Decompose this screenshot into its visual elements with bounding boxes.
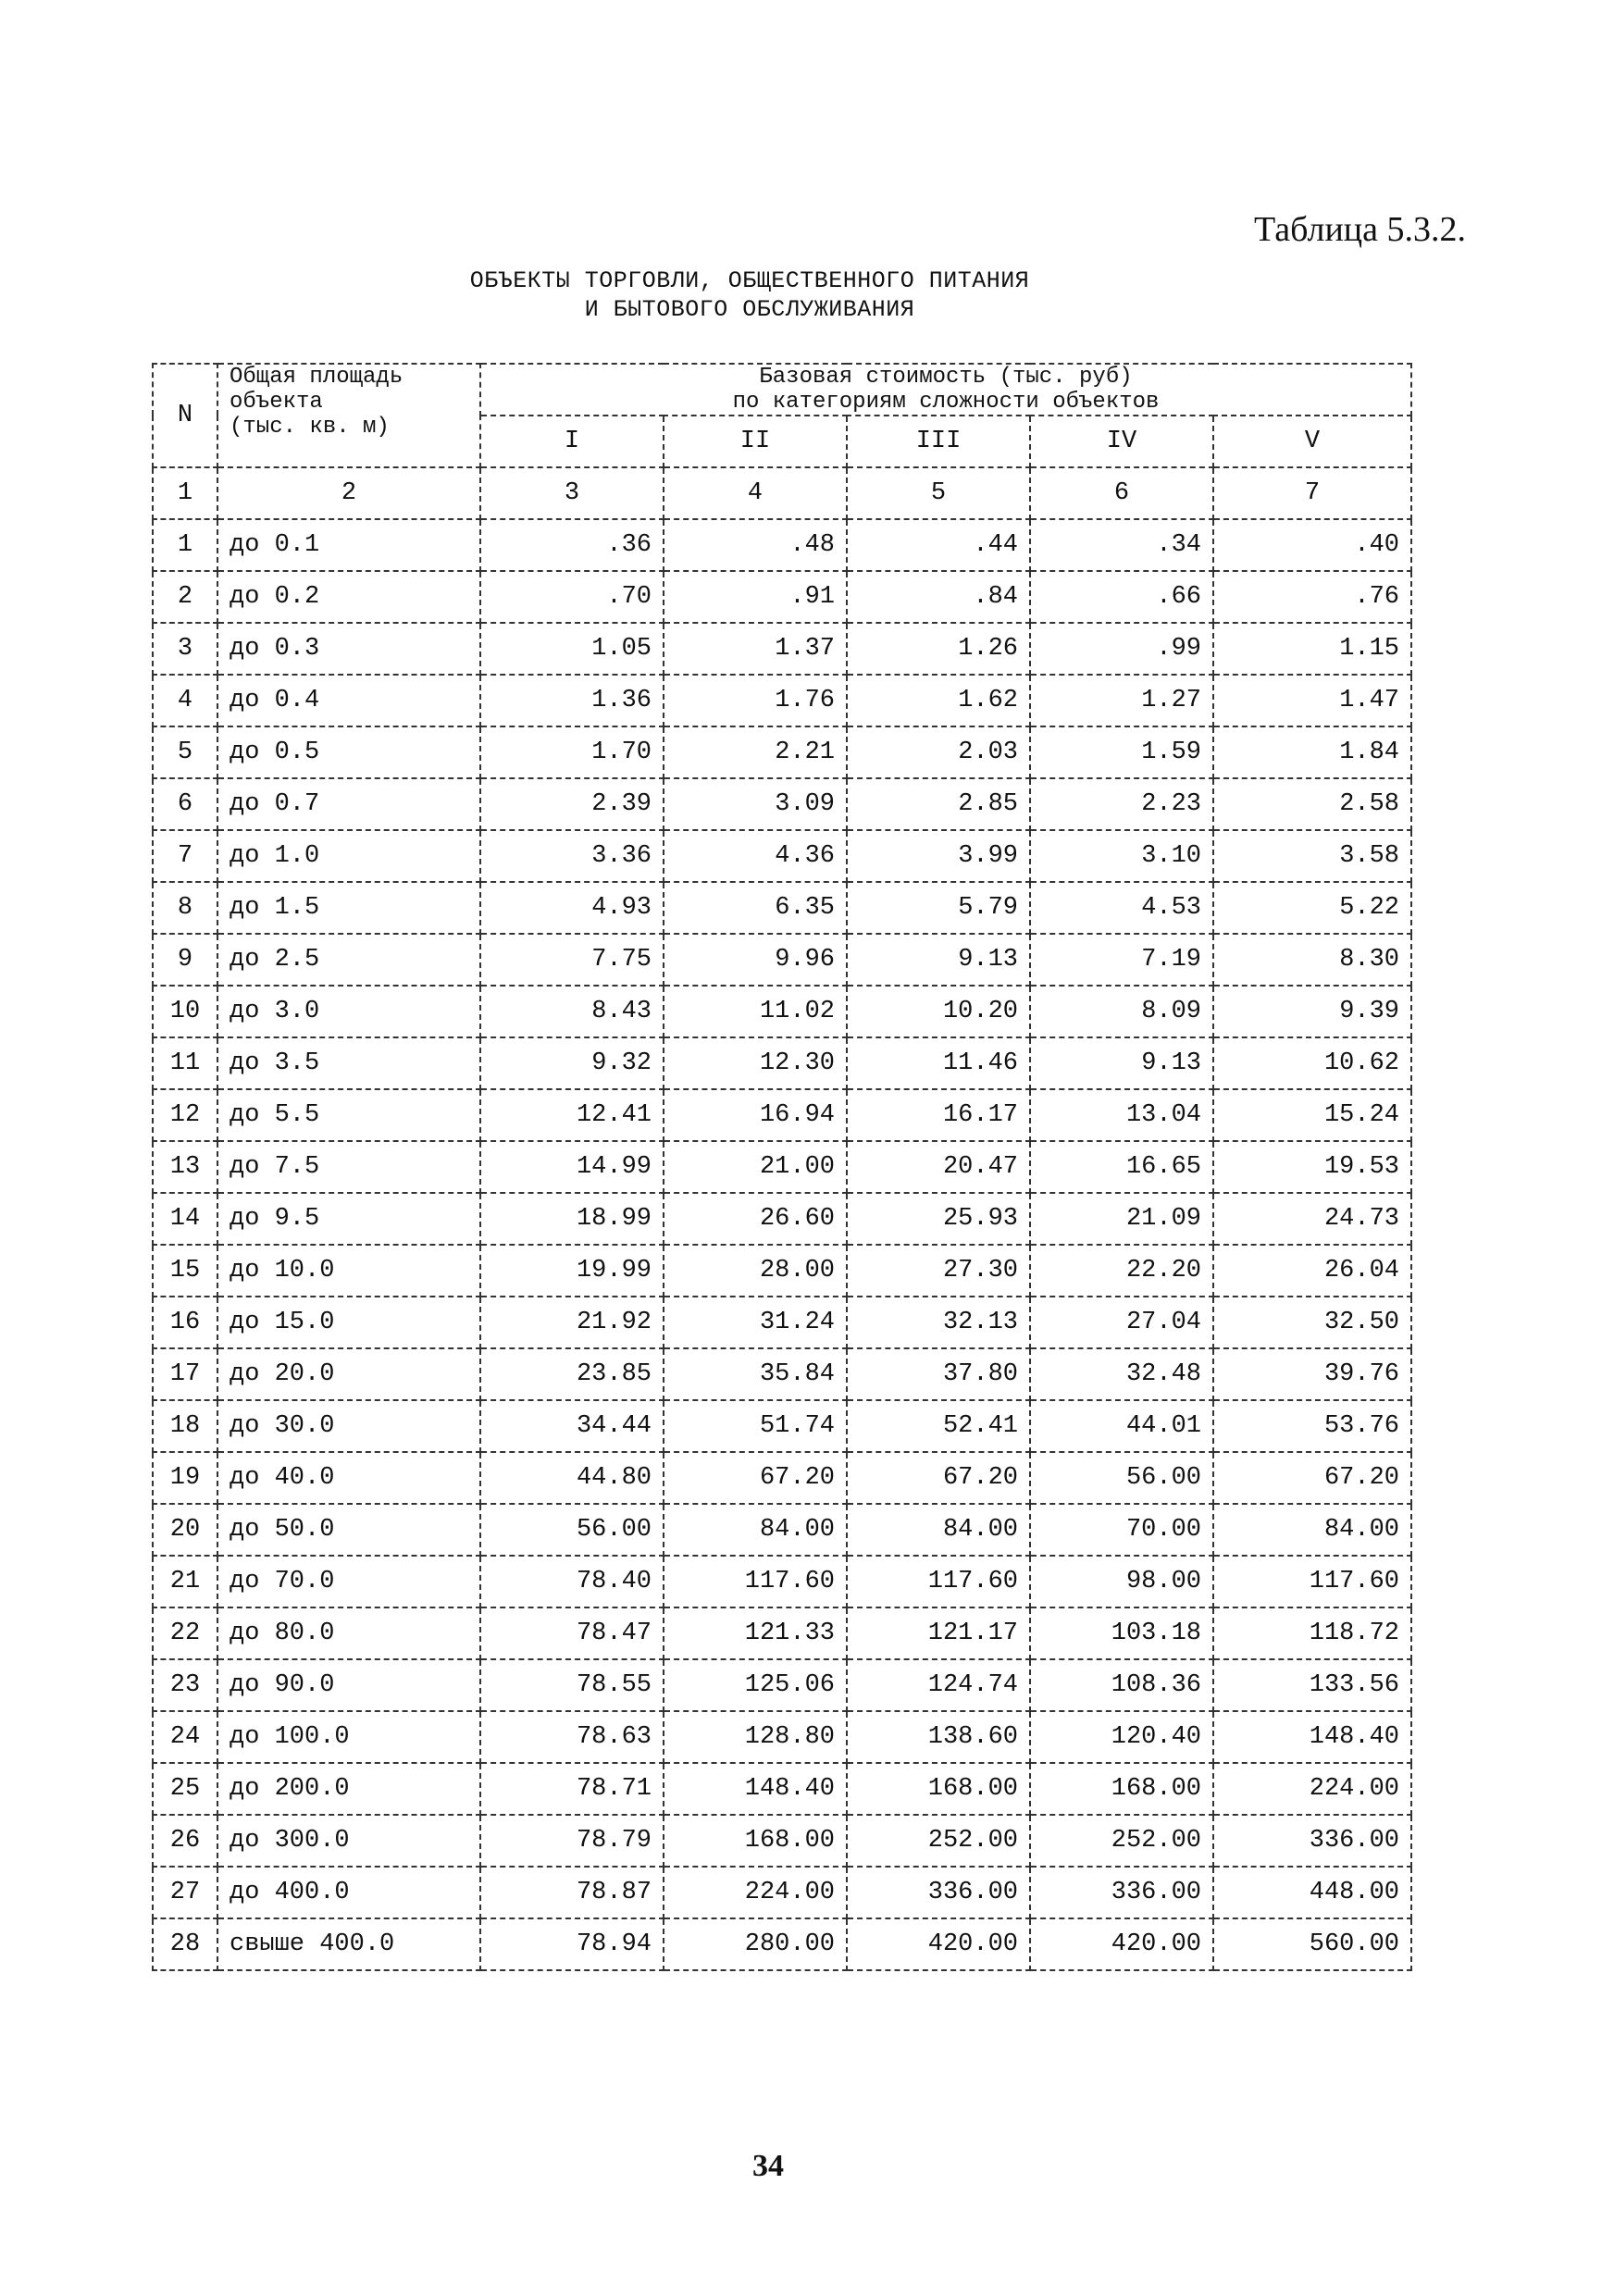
table-row bbox=[153, 519, 1411, 571]
cost-cell: 18.99 bbox=[480, 1193, 664, 1245]
cost-cell: 19.53 bbox=[1213, 1141, 1411, 1193]
column-number: 3 bbox=[480, 467, 664, 519]
row-area: до 400.0 bbox=[217, 1867, 480, 1918]
table-row bbox=[153, 1348, 1411, 1400]
row-number: 10 bbox=[153, 986, 217, 1037]
row-number: 20 bbox=[153, 1504, 217, 1556]
row-number: 19 bbox=[153, 1452, 217, 1504]
table-row bbox=[153, 1815, 1411, 1867]
cost-cell: 24.73 bbox=[1213, 1193, 1411, 1245]
cost-cell: .66 bbox=[1030, 571, 1213, 623]
table-row bbox=[153, 1659, 1411, 1711]
cost-cell: 37.80 bbox=[847, 1348, 1030, 1400]
row-number: 16 bbox=[153, 1297, 217, 1348]
cost-cell: 120.40 bbox=[1030, 1711, 1213, 1763]
row-number: 25 bbox=[153, 1763, 217, 1815]
cost-cell: 3.58 bbox=[1213, 830, 1411, 882]
cost-cell: 28.00 bbox=[664, 1245, 847, 1297]
row-area: до 20.0 bbox=[217, 1348, 480, 1400]
row-area: до 80.0 bbox=[217, 1607, 480, 1659]
header-area-line-2: объекта bbox=[230, 390, 323, 415]
cost-cell: 168.00 bbox=[664, 1815, 847, 1867]
cost-cell: 26.60 bbox=[664, 1193, 847, 1245]
cost-cell: 5.79 bbox=[847, 882, 1030, 934]
cost-cell: 13.04 bbox=[1030, 1089, 1213, 1141]
cost-cell: 103.18 bbox=[1030, 1607, 1213, 1659]
cost-cell: 15.24 bbox=[1213, 1089, 1411, 1141]
cost-cell: 1.62 bbox=[847, 675, 1030, 726]
row-area: до 0.1 bbox=[217, 519, 480, 571]
cost-cell: 9.32 bbox=[480, 1037, 664, 1089]
table-number-label: Таблица 5.3.2. bbox=[1253, 210, 1466, 249]
cost-cell: 2.85 bbox=[847, 778, 1030, 830]
cost-cell: 9.96 bbox=[664, 934, 847, 986]
cost-cell: 32.48 bbox=[1030, 1348, 1213, 1400]
cost-cell: 9.13 bbox=[847, 934, 1030, 986]
cost-cell: 336.00 bbox=[847, 1867, 1030, 1918]
header-category: I bbox=[480, 416, 664, 467]
row-number: 6 bbox=[153, 778, 217, 830]
table-row bbox=[153, 1504, 1411, 1556]
row-number: 14 bbox=[153, 1193, 217, 1245]
row-number: 5 bbox=[153, 726, 217, 778]
row-area: до 7.5 bbox=[217, 1141, 480, 1193]
row-area: до 2.5 bbox=[217, 934, 480, 986]
cost-cell: 3.36 bbox=[480, 830, 664, 882]
header-category: V bbox=[1213, 416, 1411, 467]
row-area: до 3.0 bbox=[217, 986, 480, 1037]
cost-cell: 9.39 bbox=[1213, 986, 1411, 1037]
cost-cell: 121.17 bbox=[847, 1607, 1030, 1659]
cost-cell: 1.76 bbox=[664, 675, 847, 726]
cost-cell: 25.93 bbox=[847, 1193, 1030, 1245]
table-row bbox=[153, 1556, 1411, 1607]
cost-cell: 78.55 bbox=[480, 1659, 664, 1711]
cost-cell: .76 bbox=[1213, 571, 1411, 623]
cost-cell: 117.60 bbox=[1213, 1556, 1411, 1607]
table-row bbox=[153, 882, 1411, 934]
cost-cell: 5.22 bbox=[1213, 882, 1411, 934]
cost-cell: 10.62 bbox=[1213, 1037, 1411, 1089]
row-area: до 5.5 bbox=[217, 1089, 480, 1141]
table-row bbox=[153, 1037, 1411, 1089]
cost-cell: 27.30 bbox=[847, 1245, 1030, 1297]
cost-cell: 21.09 bbox=[1030, 1193, 1213, 1245]
header-area-line-3: (тыс. кв. м) bbox=[230, 415, 390, 440]
cost-cell: 148.40 bbox=[1213, 1711, 1411, 1763]
cost-cell: 108.36 bbox=[1030, 1659, 1213, 1711]
row-number: 21 bbox=[153, 1556, 217, 1607]
cost-cell: 133.56 bbox=[1213, 1659, 1411, 1711]
table-row bbox=[153, 726, 1411, 778]
row-area: до 0.2 bbox=[217, 571, 480, 623]
cost-cell: 252.00 bbox=[847, 1815, 1030, 1867]
cost-cell: 78.94 bbox=[480, 1918, 664, 1970]
row-number: 15 bbox=[153, 1245, 217, 1297]
row-area: до 300.0 bbox=[217, 1815, 480, 1867]
cost-cell: 1.27 bbox=[1030, 675, 1213, 726]
header-n: N bbox=[153, 364, 217, 467]
table-row bbox=[153, 1193, 1411, 1245]
column-number: 4 bbox=[664, 467, 847, 519]
cost-cell: 67.20 bbox=[1213, 1452, 1411, 1504]
cost-cell: .91 bbox=[664, 571, 847, 623]
cost-cell: 1.84 bbox=[1213, 726, 1411, 778]
cost-cell: 67.20 bbox=[847, 1452, 1030, 1504]
cost-cell: 7.75 bbox=[480, 934, 664, 986]
table-row bbox=[153, 1867, 1411, 1918]
table-row bbox=[153, 830, 1411, 882]
cost-cell: 420.00 bbox=[847, 1918, 1030, 1970]
cost-cell: 84.00 bbox=[664, 1504, 847, 1556]
row-number: 28 bbox=[153, 1918, 217, 1970]
cost-cell: 8.09 bbox=[1030, 986, 1213, 1037]
cost-cell: 128.80 bbox=[664, 1711, 847, 1763]
cost-cell: 21.00 bbox=[664, 1141, 847, 1193]
cost-cell: .48 bbox=[664, 519, 847, 571]
row-area: до 15.0 bbox=[217, 1297, 480, 1348]
table-row bbox=[153, 1607, 1411, 1659]
row-number: 23 bbox=[153, 1659, 217, 1711]
cost-cell: 252.00 bbox=[1030, 1815, 1213, 1867]
cost-cell: 117.60 bbox=[664, 1556, 847, 1607]
cost-cell: 3.99 bbox=[847, 830, 1030, 882]
row-number: 3 bbox=[153, 623, 217, 675]
cost-cell: 35.84 bbox=[664, 1348, 847, 1400]
row-number: 27 bbox=[153, 1867, 217, 1918]
cost-cell: 84.00 bbox=[847, 1504, 1030, 1556]
cost-cell: 148.40 bbox=[664, 1763, 847, 1815]
cost-cell: 78.40 bbox=[480, 1556, 664, 1607]
cost-cell: 8.30 bbox=[1213, 934, 1411, 986]
row-area: до 0.5 bbox=[217, 726, 480, 778]
row-number: 18 bbox=[153, 1400, 217, 1452]
table-row bbox=[153, 571, 1411, 623]
cost-cell: .44 bbox=[847, 519, 1030, 571]
table-title bbox=[333, 267, 1166, 324]
cost-cell: 336.00 bbox=[1213, 1815, 1411, 1867]
row-area: до 0.4 bbox=[217, 675, 480, 726]
cost-cell: 27.04 bbox=[1030, 1297, 1213, 1348]
row-area: до 0.7 bbox=[217, 778, 480, 830]
table-row bbox=[153, 1089, 1411, 1141]
cost-cell: 16.17 bbox=[847, 1089, 1030, 1141]
header-category: III bbox=[847, 416, 1030, 467]
column-number: 2 bbox=[217, 467, 480, 519]
cost-cell: 51.74 bbox=[664, 1400, 847, 1452]
row-number: 26 bbox=[153, 1815, 217, 1867]
cost-cell: 1.37 bbox=[664, 623, 847, 675]
table-row bbox=[153, 1918, 1411, 1970]
cost-cell: 78.79 bbox=[480, 1815, 664, 1867]
table-row bbox=[153, 1245, 1411, 1297]
row-number: 2 bbox=[153, 571, 217, 623]
cost-cell: 52.41 bbox=[847, 1400, 1030, 1452]
row-area: свыше 400.0 bbox=[217, 1918, 480, 1970]
header-base-cost bbox=[480, 364, 1411, 416]
cost-cell: 3.10 bbox=[1030, 830, 1213, 882]
cost-cell: 14.99 bbox=[480, 1141, 664, 1193]
table-row bbox=[153, 675, 1411, 726]
row-area: до 40.0 bbox=[217, 1452, 480, 1504]
row-area: до 1.5 bbox=[217, 882, 480, 934]
cost-cell: 78.71 bbox=[480, 1763, 664, 1815]
cost-cell: 138.60 bbox=[847, 1711, 1030, 1763]
row-number: 17 bbox=[153, 1348, 217, 1400]
cost-cell: 4.36 bbox=[664, 830, 847, 882]
cost-cell: 560.00 bbox=[1213, 1918, 1411, 1970]
cost-cell: 448.00 bbox=[1213, 1867, 1411, 1918]
cost-cell: 26.04 bbox=[1213, 1245, 1411, 1297]
cost-cell: 20.47 bbox=[847, 1141, 1030, 1193]
cost-cell: 2.58 bbox=[1213, 778, 1411, 830]
cost-cell: 2.39 bbox=[480, 778, 664, 830]
cost-cell: 1.05 bbox=[480, 623, 664, 675]
cost-cell: 125.06 bbox=[664, 1659, 847, 1711]
cost-cell: 32.13 bbox=[847, 1297, 1030, 1348]
cost-cell: 168.00 bbox=[1030, 1763, 1213, 1815]
cost-cell: 11.02 bbox=[664, 986, 847, 1037]
table-row bbox=[153, 1297, 1411, 1348]
cost-cell: 124.74 bbox=[847, 1659, 1030, 1711]
table-row bbox=[153, 778, 1411, 830]
column-number-row bbox=[153, 467, 1411, 519]
column-number: 1 bbox=[153, 467, 217, 519]
cost-cell: .34 bbox=[1030, 519, 1213, 571]
table-title-line-2: И БЫТОВОГО ОБСЛУЖИВАНИЯ bbox=[584, 296, 915, 323]
table-title-line-1: ОБЪЕКТЫ ТОРГОВЛИ, ОБЩЕСТВЕННОГО ПИТАНИЯ bbox=[469, 267, 1030, 294]
cost-cell: 67.20 bbox=[664, 1452, 847, 1504]
row-number: 22 bbox=[153, 1607, 217, 1659]
cost-cell: 121.33 bbox=[664, 1607, 847, 1659]
cost-cell: 280.00 bbox=[664, 1918, 847, 1970]
cost-cell: 2.03 bbox=[847, 726, 1030, 778]
page-number: 34 bbox=[752, 2149, 784, 2183]
cost-cell: 53.76 bbox=[1213, 1400, 1411, 1452]
cost-cell: 32.50 bbox=[1213, 1297, 1411, 1348]
cost-cell: 12.41 bbox=[480, 1089, 664, 1141]
cost-cell: 44.01 bbox=[1030, 1400, 1213, 1452]
cost-cell: 2.21 bbox=[664, 726, 847, 778]
cost-cell: 21.92 bbox=[480, 1297, 664, 1348]
row-number: 9 bbox=[153, 934, 217, 986]
table-row bbox=[153, 986, 1411, 1037]
cost-cell: 22.20 bbox=[1030, 1245, 1213, 1297]
cost-cell: 56.00 bbox=[1030, 1452, 1213, 1504]
cost-cell: 16.94 bbox=[664, 1089, 847, 1141]
cost-cell: 78.63 bbox=[480, 1711, 664, 1763]
table-row bbox=[153, 1452, 1411, 1504]
row-number: 11 bbox=[153, 1037, 217, 1089]
cost-cell: 1.59 bbox=[1030, 726, 1213, 778]
column-number: 5 bbox=[847, 467, 1030, 519]
cost-cell: 56.00 bbox=[480, 1504, 664, 1556]
cost-cell: 117.60 bbox=[847, 1556, 1030, 1607]
cost-cell: 1.47 bbox=[1213, 675, 1411, 726]
cost-cell: 34.44 bbox=[480, 1400, 664, 1452]
cost-cell: .36 bbox=[480, 519, 664, 571]
cost-cell: 168.00 bbox=[847, 1763, 1030, 1815]
table-row bbox=[153, 1711, 1411, 1763]
cost-cell: 7.19 bbox=[1030, 934, 1213, 986]
row-number: 13 bbox=[153, 1141, 217, 1193]
cost-cell: 420.00 bbox=[1030, 1918, 1213, 1970]
cost-cell: .40 bbox=[1213, 519, 1411, 571]
header-base-cost-line-1: Базовая стоимость (тыс. руб) bbox=[759, 365, 1133, 390]
cost-cell: 3.09 bbox=[664, 778, 847, 830]
cost-cell: 1.36 bbox=[480, 675, 664, 726]
row-area: до 30.0 bbox=[217, 1400, 480, 1452]
row-area: до 0.3 bbox=[217, 623, 480, 675]
table-row bbox=[153, 1400, 1411, 1452]
header-base-cost-line-2: по категориям сложности объектов bbox=[732, 390, 1160, 415]
row-number: 4 bbox=[153, 675, 217, 726]
cost-cell: 98.00 bbox=[1030, 1556, 1213, 1607]
cost-cell: 8.43 bbox=[480, 986, 664, 1037]
header-area-line-1: Общая площадь bbox=[230, 365, 404, 390]
cost-table bbox=[152, 363, 1412, 1971]
cost-cell: 336.00 bbox=[1030, 1867, 1213, 1918]
cost-cell: 84.00 bbox=[1213, 1504, 1411, 1556]
cost-cell: 2.23 bbox=[1030, 778, 1213, 830]
row-area: до 9.5 bbox=[217, 1193, 480, 1245]
cost-cell: 39.76 bbox=[1213, 1348, 1411, 1400]
row-area: до 70.0 bbox=[217, 1556, 480, 1607]
cost-cell: 16.65 bbox=[1030, 1141, 1213, 1193]
row-number: 8 bbox=[153, 882, 217, 934]
cost-cell: 1.26 bbox=[847, 623, 1030, 675]
row-area: до 1.0 bbox=[217, 830, 480, 882]
cost-cell: 78.87 bbox=[480, 1867, 664, 1918]
cost-cell: 11.46 bbox=[847, 1037, 1030, 1089]
table-row bbox=[153, 1763, 1411, 1815]
cost-cell: 4.53 bbox=[1030, 882, 1213, 934]
row-area: до 90.0 bbox=[217, 1659, 480, 1711]
cost-cell: 1.70 bbox=[480, 726, 664, 778]
cost-cell: 12.30 bbox=[664, 1037, 847, 1089]
row-area: до 50.0 bbox=[217, 1504, 480, 1556]
cost-cell: 31.24 bbox=[664, 1297, 847, 1348]
row-number: 24 bbox=[153, 1711, 217, 1763]
row-number: 1 bbox=[153, 519, 217, 571]
cost-cell: 1.15 bbox=[1213, 623, 1411, 675]
row-number: 12 bbox=[153, 1089, 217, 1141]
cost-cell: 118.72 bbox=[1213, 1607, 1411, 1659]
cost-cell: 4.93 bbox=[480, 882, 664, 934]
cost-cell: 6.35 bbox=[664, 882, 847, 934]
header-category: II bbox=[664, 416, 847, 467]
cost-cell: 23.85 bbox=[480, 1348, 664, 1400]
header-row-1 bbox=[153, 364, 1411, 416]
cost-cell: .99 bbox=[1030, 623, 1213, 675]
row-area: до 100.0 bbox=[217, 1711, 480, 1763]
cost-cell: 44.80 bbox=[480, 1452, 664, 1504]
cost-cell: 9.13 bbox=[1030, 1037, 1213, 1089]
header-area bbox=[217, 364, 480, 467]
cost-cell: 10.20 bbox=[847, 986, 1030, 1037]
cost-cell: 70.00 bbox=[1030, 1504, 1213, 1556]
row-number: 7 bbox=[153, 830, 217, 882]
table-row bbox=[153, 1141, 1411, 1193]
header-category: IV bbox=[1030, 416, 1213, 467]
column-number: 6 bbox=[1030, 467, 1213, 519]
cost-cell: 78.47 bbox=[480, 1607, 664, 1659]
cost-cell: 224.00 bbox=[1213, 1763, 1411, 1815]
table-row bbox=[153, 934, 1411, 986]
table-row bbox=[153, 623, 1411, 675]
cost-cell: 19.99 bbox=[480, 1245, 664, 1297]
cost-cell: .84 bbox=[847, 571, 1030, 623]
column-number: 7 bbox=[1213, 467, 1411, 519]
cost-cell: .70 bbox=[480, 571, 664, 623]
row-area: до 10.0 bbox=[217, 1245, 480, 1297]
row-area: до 200.0 bbox=[217, 1763, 480, 1815]
cost-cell: 224.00 bbox=[664, 1867, 847, 1918]
row-area: до 3.5 bbox=[217, 1037, 480, 1089]
